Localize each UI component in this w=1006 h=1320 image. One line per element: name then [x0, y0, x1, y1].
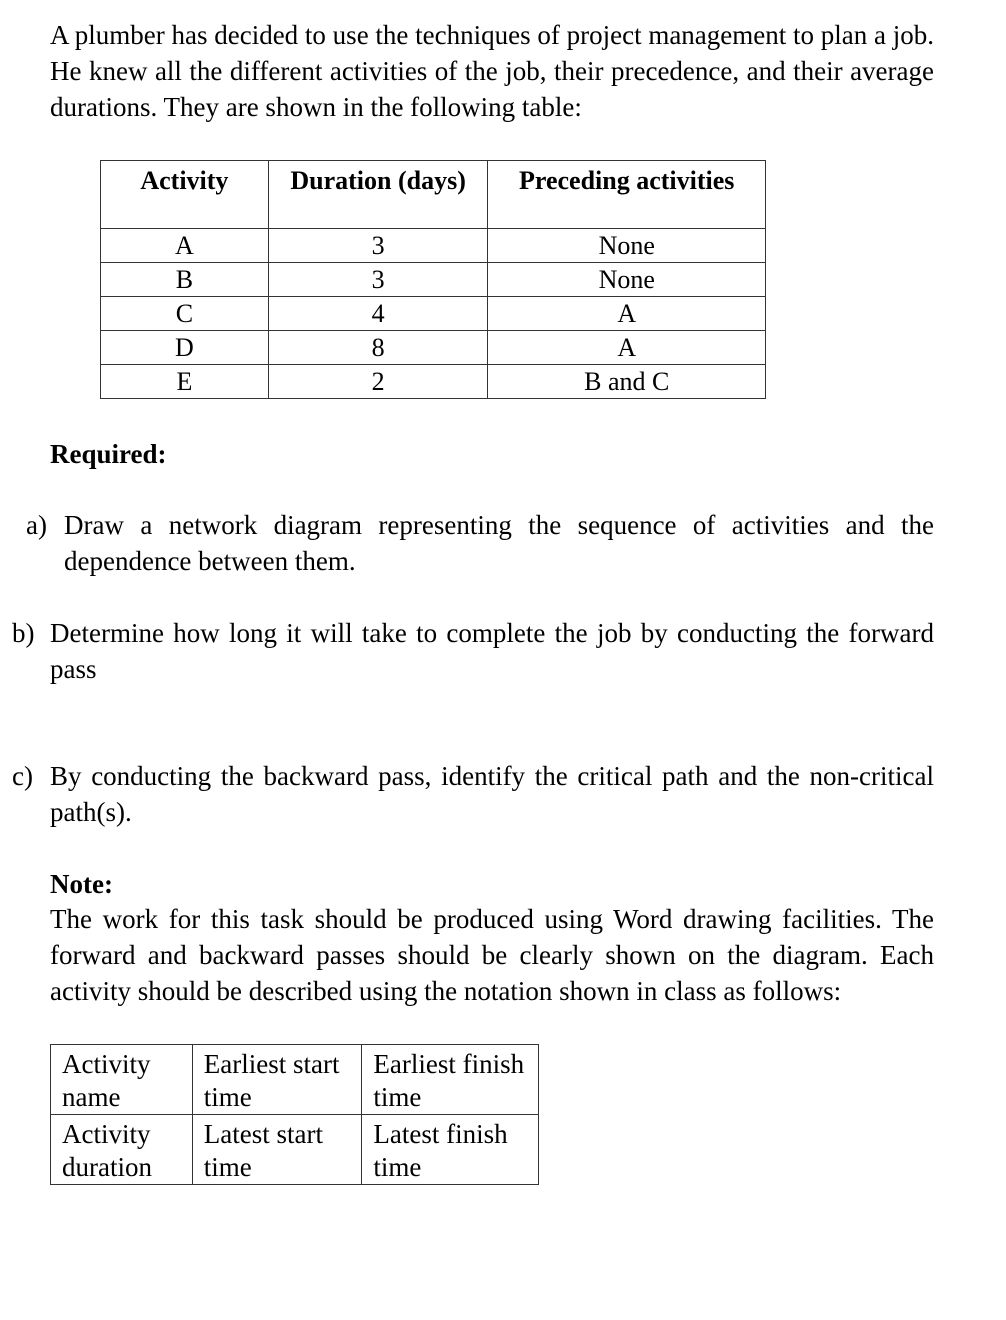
- note-text: The work for this task should be produced using Word drawing facilities. The forward and backward passes should be clearly shown on the diagram. Each activity should be described using the notation shown in class as follows:: [50, 904, 934, 1006]
- notation-row-top: [51, 1045, 539, 1115]
- preceding-cell: A: [488, 297, 766, 331]
- intro-paragraph: A plumber has decided to use the techniques of project management to plan a job. He knew all the different activities of the job, their precedence, and their average durations. They are shown in the following table:: [50, 20, 934, 122]
- required-heading: Required:: [50, 439, 167, 469]
- item-c-text: By conducting the backward pass, identify the critical path and the non-critical path(s).: [50, 761, 934, 827]
- notation-activity-name: Activity name: [51, 1045, 193, 1115]
- table-row: [101, 229, 766, 263]
- item-b-text: Determine how long it will take to complete the job by conducting the forward pass: [50, 618, 934, 684]
- item-a-label: a): [26, 510, 47, 540]
- table-header-row: [101, 161, 766, 229]
- note-heading: Note:: [50, 869, 113, 899]
- header-preceding: Preceding activities: [488, 161, 766, 229]
- duration-cell: 8: [268, 331, 488, 365]
- header-duration: Duration (days): [268, 161, 488, 229]
- notation-latest-start: Latest start time: [192, 1115, 362, 1185]
- item-c-label: c): [12, 761, 33, 791]
- preceding-cell: A: [488, 331, 766, 365]
- preceding-cell: None: [488, 263, 766, 297]
- activity-cell: E: [101, 365, 269, 399]
- duration-cell: 4: [268, 297, 488, 331]
- duration-cell: 3: [268, 263, 488, 297]
- notation-table: [50, 1044, 539, 1185]
- item-b-label: b): [12, 618, 35, 648]
- table-row: [101, 263, 766, 297]
- notation-earliest-start: Earliest start time: [192, 1045, 362, 1115]
- activity-cell: B: [101, 263, 269, 297]
- activity-cell: D: [101, 331, 269, 365]
- duration-cell: 3: [268, 229, 488, 263]
- notation-latest-finish: Latest finish time: [362, 1115, 539, 1185]
- activity-table: [100, 160, 766, 399]
- header-activity: Activity: [101, 161, 269, 229]
- preceding-cell: None: [488, 229, 766, 263]
- table-row: [101, 297, 766, 331]
- preceding-cell: B and C: [488, 365, 766, 399]
- activity-cell: C: [101, 297, 269, 331]
- item-a-text: Draw a network diagram representing the sequence of activities and the dependence between them.: [64, 510, 934, 576]
- table-row: [101, 331, 766, 365]
- notation-earliest-finish: Earliest finish time: [362, 1045, 539, 1115]
- notation-activity-duration: Activity duration: [51, 1115, 193, 1185]
- table-row: [101, 365, 766, 399]
- duration-cell: 2: [268, 365, 488, 399]
- notation-row-bottom: [51, 1115, 539, 1185]
- activity-cell: A: [101, 229, 269, 263]
